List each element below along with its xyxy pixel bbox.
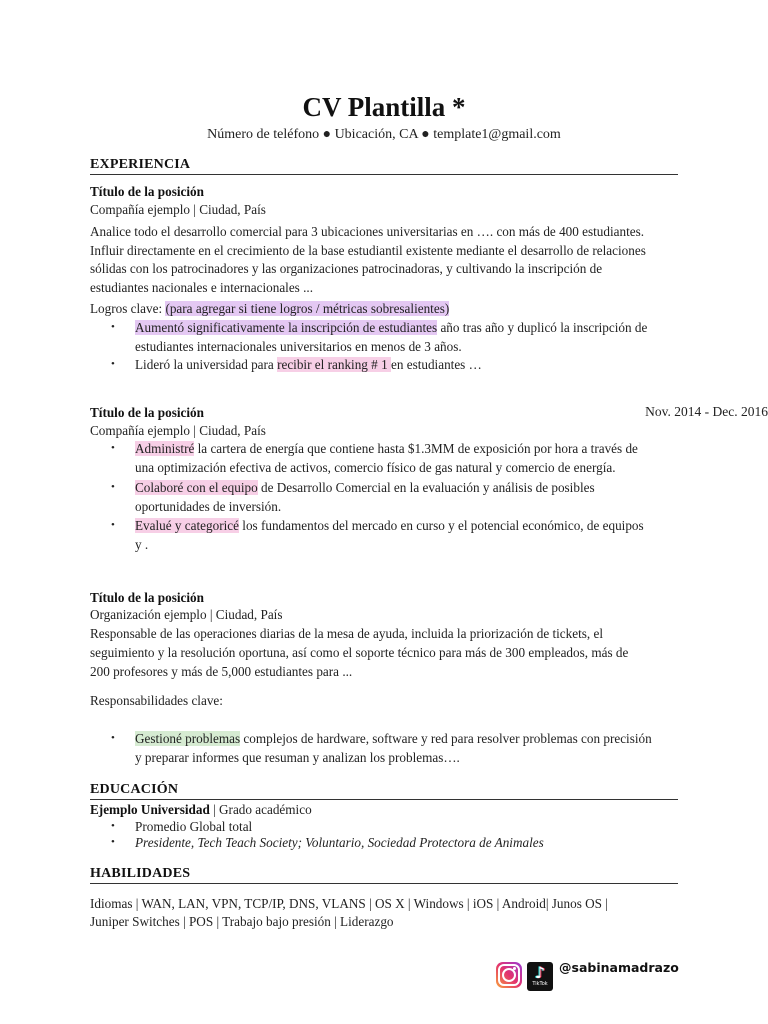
instagram-icon[interactable] (496, 962, 522, 988)
job2-bullet-3 (135, 517, 644, 536)
job2-title: Título de la posición (90, 405, 204, 420)
job2-date: Nov. 2014 - Dec. 2016 (645, 404, 768, 419)
job3-responsibilities-label: Responsabilidades clave: (90, 693, 223, 708)
education-item-gpa: Promedio Global total (135, 819, 253, 834)
highlight-text: Aumentó significativamente la inscripción de estudiantes (135, 320, 438, 335)
job1-desc-line-2: Influir directamente en el crecimiento de la base estudiantil existente mediante el desarrollo de relaciones (90, 242, 646, 258)
job3-bullet-1 (135, 730, 652, 749)
bullet-text: en estudiantes … (390, 357, 482, 372)
education-school-line (90, 801, 312, 820)
highlight-text: Administré (135, 441, 195, 456)
bullet-marker: • (111, 442, 115, 454)
school-name: Ejemplo Universidad (90, 802, 210, 817)
bullet-marker: • (111, 321, 115, 333)
education-item-activities: Presidente, Tech Teach Society; Voluntario, Sociedad Protectora de Animales (135, 835, 544, 850)
bullet-text: Lideró la universidad para (135, 357, 278, 372)
job3-title: Título de la posición (90, 590, 204, 605)
bullet-marker: • (111, 481, 115, 493)
job1-desc-line-3: sólidas con los patrocinadores y las organizaciones patrocinadoras, y cultivando la inscripción de (90, 261, 603, 276)
job1-desc-line-1: Analice todo el desarrollo comercial para 3 ubicaciones universitarias en …. con más de 400 estudiantes. (90, 224, 645, 239)
skills-line-1: Idiomas | WAN, LAN, VPN, TCP/IP, DNS, VLANS | OS X | Windows | iOS | Android| Junos OS | (90, 896, 608, 911)
highlight-text: Evalué y categoricé (135, 518, 239, 533)
contact-line: Número de teléfono ● Ubicación, CA ● template1@gmail.com (207, 127, 561, 142)
section-education-heading: EDUCACIÓN (90, 782, 678, 800)
job2-bullet-1 (135, 440, 638, 459)
bullet-marker: • (111, 358, 115, 370)
job1-company: Compañía ejemplo | Ciudad, País (90, 202, 266, 217)
job1-bullet-1-cont: estudiantes internacionales universitarios en menos de 3 años. (135, 338, 462, 354)
job1-bullet-1 (135, 319, 647, 338)
highlight-text: recibir el ranking # 1 (277, 357, 391, 372)
skills-line-2: Juniper Switches | POS | Trabajo bajo presión | Liderazgo (90, 914, 394, 929)
achievements-label: Logros clave: (90, 301, 166, 316)
bullet-text: año tras año y duplicó la inscripción de (437, 320, 648, 335)
tiktok-label: TikTok (532, 981, 548, 987)
highlight-text: Gestioné problemas (135, 731, 241, 746)
job3-org: Organización ejemplo | Ciudad, País (90, 607, 283, 622)
tiktok-icon[interactable]: ♪ TikTok (527, 962, 553, 991)
bullet-marker: • (111, 820, 115, 832)
job1-achievements (90, 300, 449, 319)
bullet-marker: • (111, 836, 115, 848)
bullet-text: la cartera de energía que contiene hasta $1.3MM de exposición por hora a través de (194, 441, 638, 456)
job2-bullet-3-cont: y . (135, 537, 149, 552)
bullet-marker: • (111, 732, 115, 744)
job2-bullet-2-cont: oportunidades de inversión. (135, 499, 282, 514)
achievements-hint: (para agregar si tiene logros / métricas sobresalientes) (165, 301, 450, 316)
job3-desc-line-3: 200 profesores y más de 5,000 estudiantes para ... (90, 664, 353, 679)
job2-bullet-2 (135, 479, 595, 498)
job1-title: Título de la posición (90, 184, 204, 199)
job1-desc-line-4: estudiantes nacionales e internacionales ... (90, 279, 314, 295)
section-experience-heading: EXPERIENCIA (90, 157, 678, 175)
bullet-text: de Desarrollo Comercial en la evaluación y análisis de posibles (257, 480, 595, 495)
bullet-text: los fundamentos del mercado en curso y el potencial económico, de equipos (238, 518, 644, 533)
bullet-marker: • (111, 519, 115, 531)
page-title: CV Plantilla * (302, 92, 466, 122)
social-handle[interactable]: @sabinamadrazo (559, 960, 679, 975)
job2-bullet-1-cont: una optimización efectiva de activos, comercio físico de gas natural y comercio de energía. (135, 460, 616, 475)
section-skills-heading: HABILIDADES (90, 866, 678, 884)
job3-desc-line-2: seguimiento y la resolución oportuna, así como el soporte técnico para más de 300 empleados, más de (90, 645, 629, 660)
job3-desc-line-1: Responsable de las operaciones diarias de la mesa de ayuda, incluida la priorización de tickets, el (90, 626, 604, 641)
job3-bullet-1-cont: y preparar informes que resuman y analizan los problemas…. (135, 750, 460, 765)
job1-bullet-2 (135, 356, 482, 375)
job2-company: Compañía ejemplo | Ciudad, País (90, 423, 266, 438)
highlight-text: Colaboré con el equipo (135, 480, 258, 495)
bullet-text: complejos de hardware, software y red para resolver problemas con precisión (240, 731, 652, 746)
degree: | Grado académico (209, 802, 312, 817)
